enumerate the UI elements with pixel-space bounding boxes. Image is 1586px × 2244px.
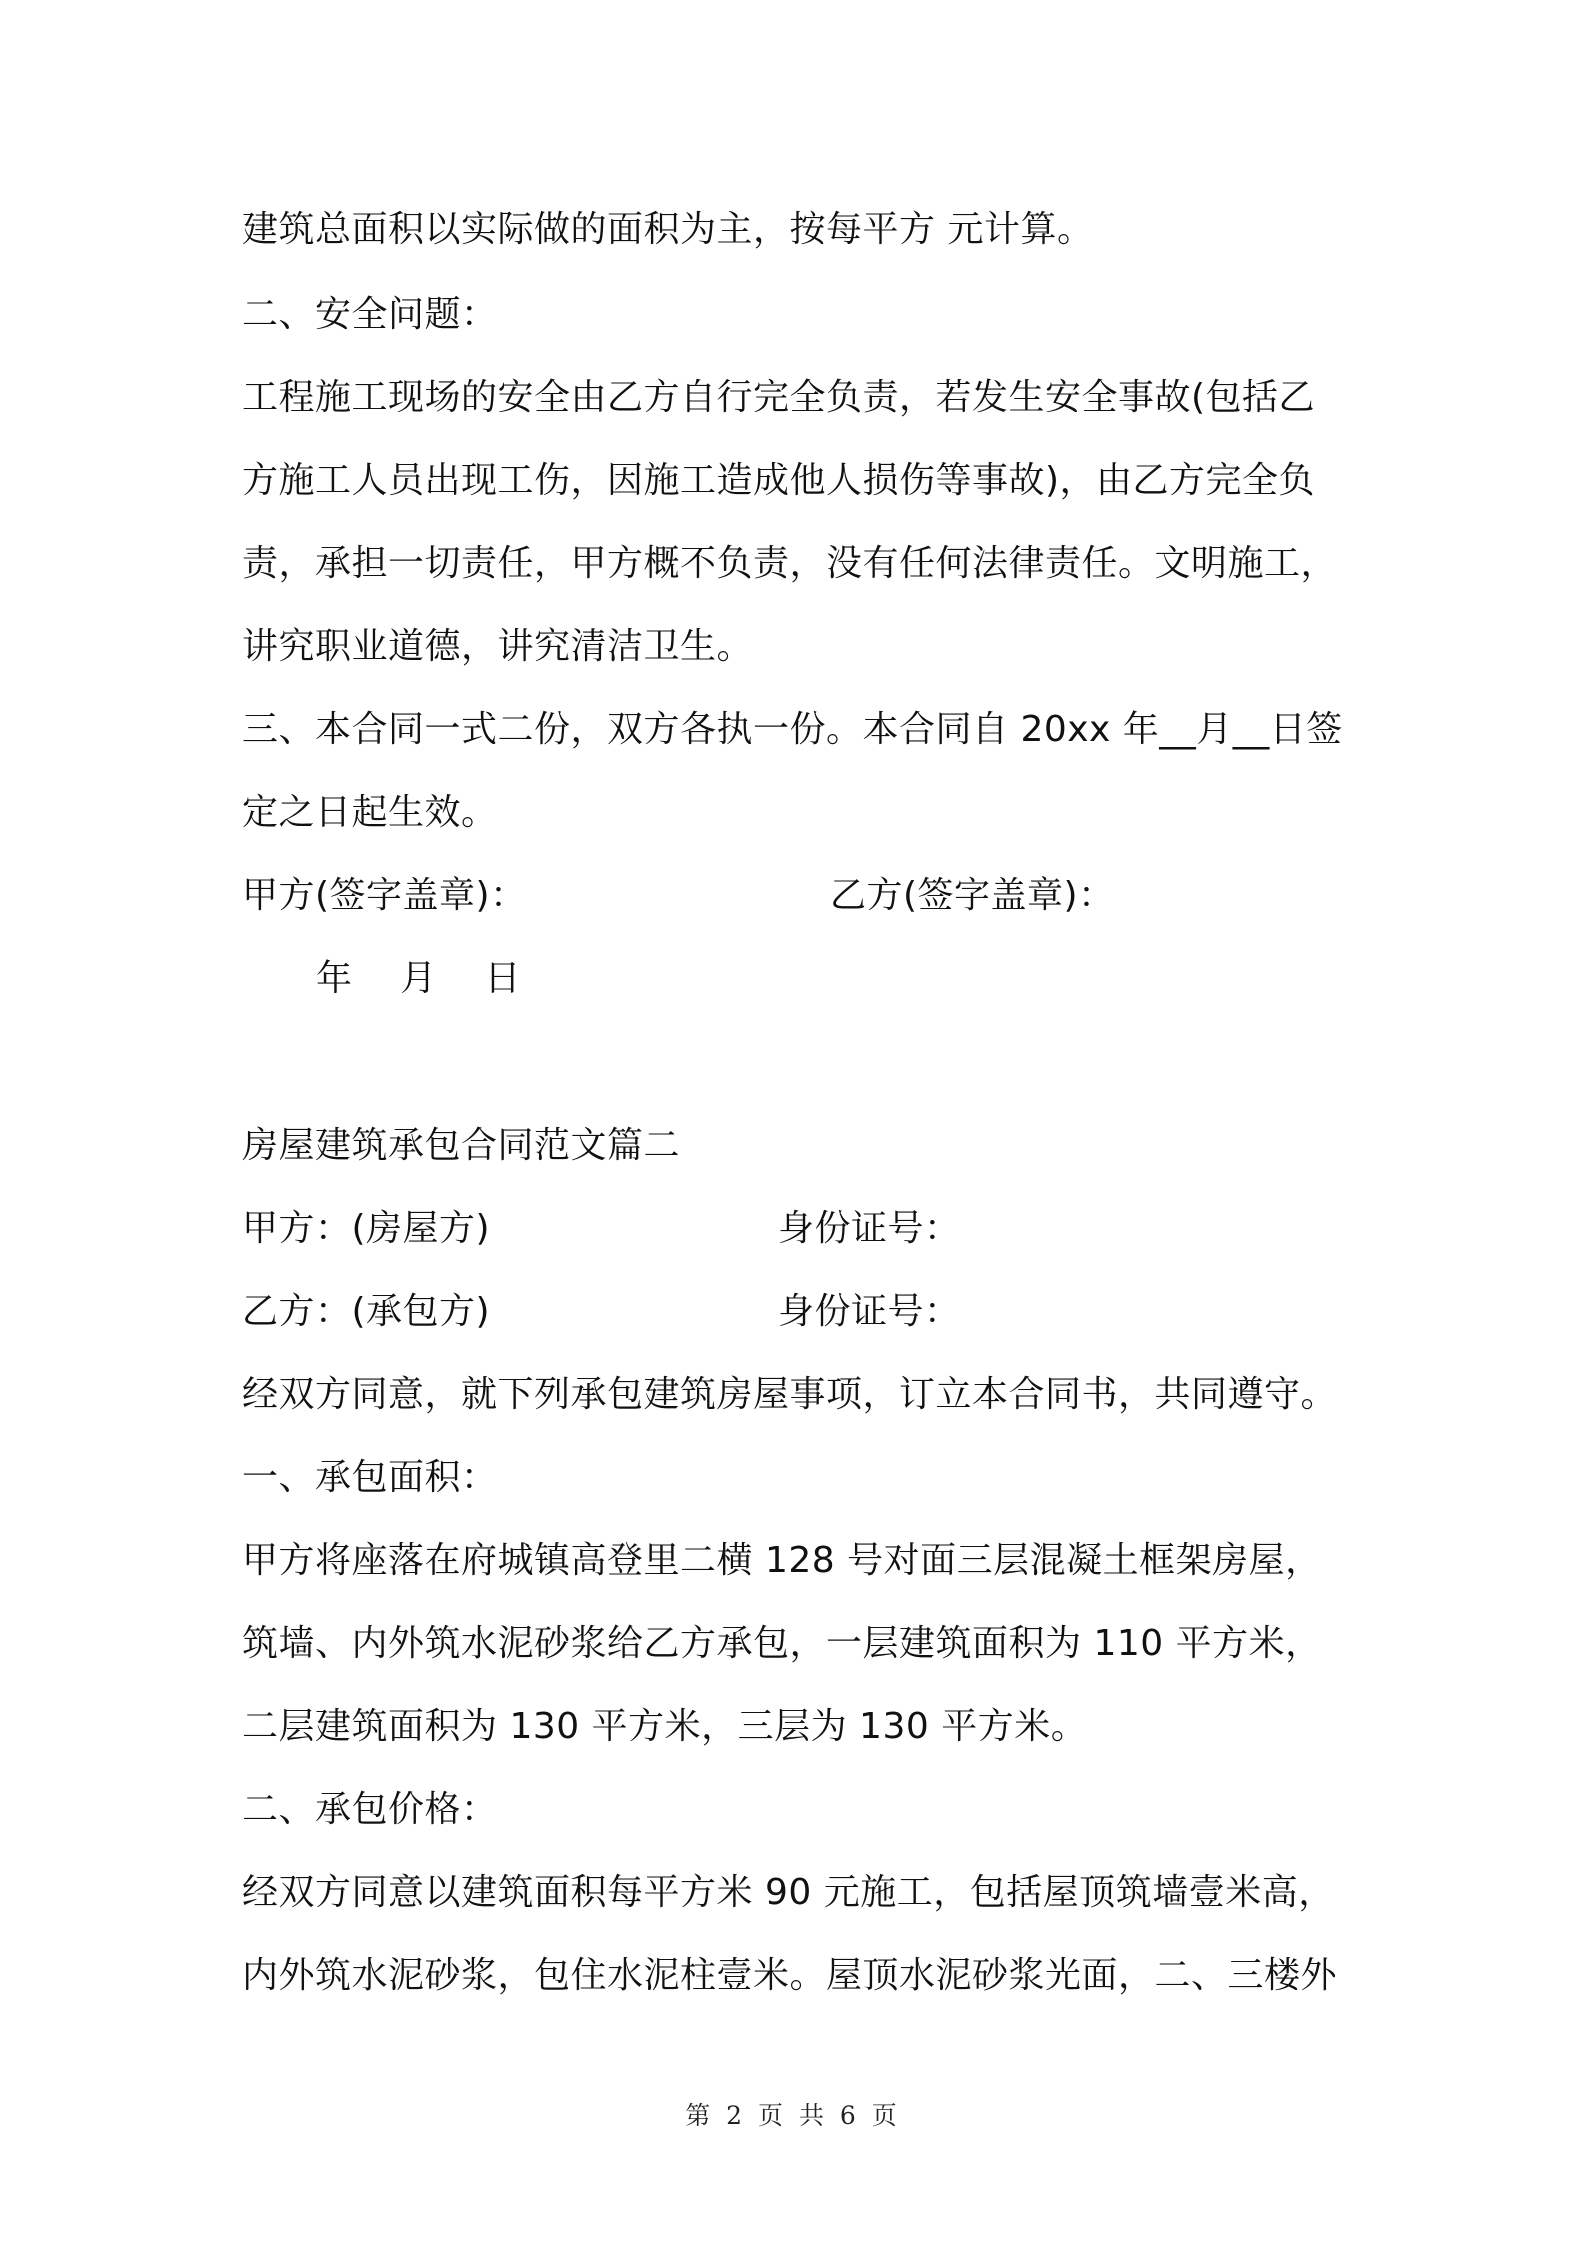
paragraph-line-area-2: 筑墙、内外筑水泥砂浆给乙方承包，一层建筑面积为 110 平方米， xyxy=(242,1623,1322,1664)
section-title-contract-two: 房屋建筑承包合同范文篇二 xyxy=(242,1125,681,1166)
party-a-signature-label: 甲方(签字盖章)： xyxy=(242,875,527,916)
party-a-label: 甲方：(房屋方) xyxy=(242,1208,491,1249)
paragraph-line-agreement: 经双方同意，就下列承包建筑房屋事项，订立本合同书，共同遵守。 xyxy=(242,1374,1338,1415)
party-b-label: 乙方：(承包方) xyxy=(242,1291,491,1332)
paragraph-line-area-1: 甲方将座落在府城镇高登里二横 128 号对面三层混凝土框架房屋， xyxy=(242,1540,1322,1581)
party-b-signature-label: 乙方(签字盖章)： xyxy=(830,875,1115,916)
party-b-id-label: 身份证号： xyxy=(778,1291,961,1332)
section-heading-safety: 二、安全问题： xyxy=(242,294,498,335)
signature-date-line: 年 月 日 xyxy=(316,958,522,999)
paragraph-line-copies-1: 三、本合同一式二份，双方各执一份。本合同自 20xx 年__月__日签 xyxy=(242,709,1343,750)
paragraph-line-price-2: 内外筑水泥砂浆，包住水泥柱壹米。屋顶水泥砂浆光面，二、三楼外 xyxy=(242,1955,1338,1996)
paragraph-line-safety-3: 责，承担一切责任，甲方概不负责，没有任何法律责任。文明施工， xyxy=(242,543,1338,584)
party-a-id-label: 身份证号： xyxy=(778,1208,961,1249)
section-heading-price: 二、承包价格： xyxy=(242,1789,498,1830)
paragraph-line-area-3: 二层建筑面积为 130 平方米，三层为 130 平方米。 xyxy=(242,1706,1088,1747)
paragraph-line-price-1: 经双方同意以建筑面积每平方米 90 元施工，包括屋顶筑墙壹米高， xyxy=(242,1872,1335,1913)
section-heading-area: 一、承包面积： xyxy=(242,1457,498,1498)
paragraph-line-safety-1: 工程施工现场的安全由乙方自行完全负责，若发生安全事故(包括乙 xyxy=(242,377,1316,418)
paragraph-line-copies-2: 定之日起生效。 xyxy=(242,792,498,833)
paragraph-line-safety-4: 讲究职业道德，讲究清洁卫生。 xyxy=(242,626,754,667)
page-number-footer: 第 2 页 共 6 页 xyxy=(685,2101,901,2130)
paragraph-line-area-pricing: 建筑总面积以实际做的面积为主，按每平方 元计算。 xyxy=(242,209,1094,250)
paragraph-line-safety-2: 方施工人员出现工伤，因施工造成他人损伤等事故)，由乙方完全负 xyxy=(242,460,1316,501)
